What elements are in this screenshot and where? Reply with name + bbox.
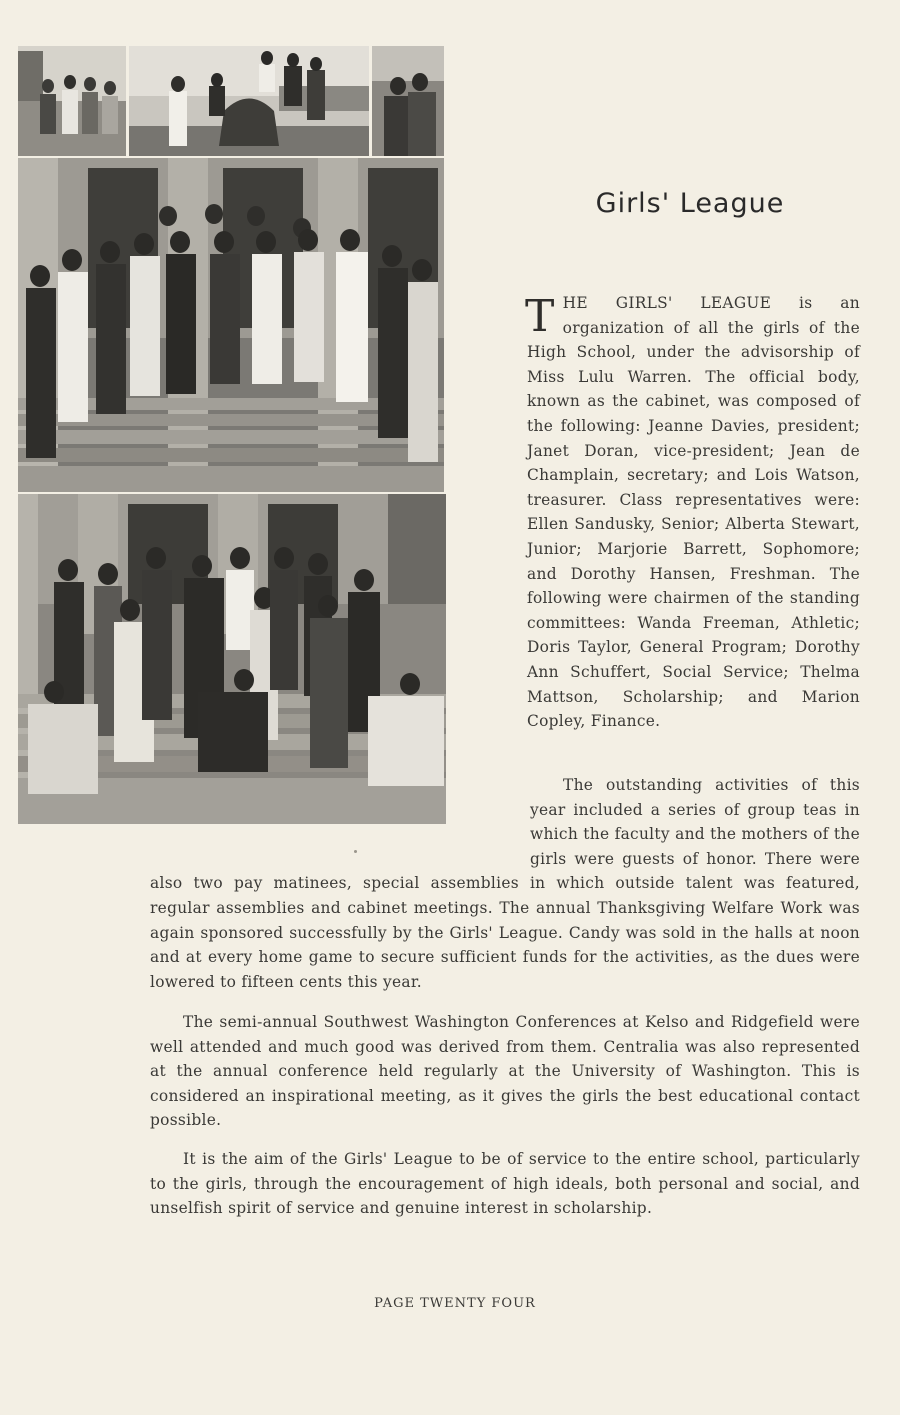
page-title: Girls' League: [595, 188, 785, 219]
paragraph-intro: [527, 291, 860, 734]
photo-cabinet-on-steps: [18, 158, 444, 492]
paragraph-activities: [150, 773, 860, 994]
paragraph-conferences: The semi-annual Southwest Washington Conferences at Kelso and Ridgefield were well attended and much good was derived from them. Centralia was also represented at the annual conference held regularly at the University of Washington. This is considered an inspirational meeting, as it gives the girls the best educational contact possible.: [150, 1013, 860, 1130]
drop-cap: T: [525, 291, 555, 342]
snapshot-two-girls: [372, 46, 444, 156]
paragraph-intro-text: HE GIRLS' LEAGUE is an organization of all the girls of the High School, under the advisorship of Miss Lulu Warren. The official body, known as the cabinet, was composed of the following: Jeanne Davies, president; Janet Doran, vice-president; Jean de Champlain, secretary; and Lois Watson, treasurer. Class representatives were: Ellen Sandusky, Senior; Alberta Stewart, Junior; Marjorie Barrett, Sophomore; and Dorothy Hansen, Freshman. The following were chairmen of the standing committees: Wanda Freeman, Athletic; Doris Taylor, General Program; Dorothy Ann Schuffert, Social Service; Thelma Mattson, Scholarship; and Marion Copley, Finance.: [527, 294, 860, 731]
snapshot-students-on-bell: [129, 46, 369, 156]
paper-speck: [354, 850, 357, 853]
page-number: PAGE TWENTY FOUR: [374, 1296, 536, 1311]
paragraph-activities-text: The outstanding activities of this year included a series of group teas in which the faculty and the mothers of the girls were guests of honor. There were also two pay matinees, special assemblies in which outside talent was featured, regular assemblies and cabinet meetings. The annual Thanksgiving Welfare Work was again sponsored successfully by the Girls' League. Candy was sold in the halls at noon and at every home game to secure sufficient funds for the activities, as the dues were lowered to fifteen cents this year.: [150, 776, 860, 991]
snapshot-girls-outdoors: [18, 46, 126, 156]
paragraph-aim: It is the aim of the Girls' League to be of service to the entire school, particularly to the girls, through the encouragement of high ideals, both personal and social, and unselfish spirit of service and genuine interest in scholarship.: [150, 1150, 860, 1218]
